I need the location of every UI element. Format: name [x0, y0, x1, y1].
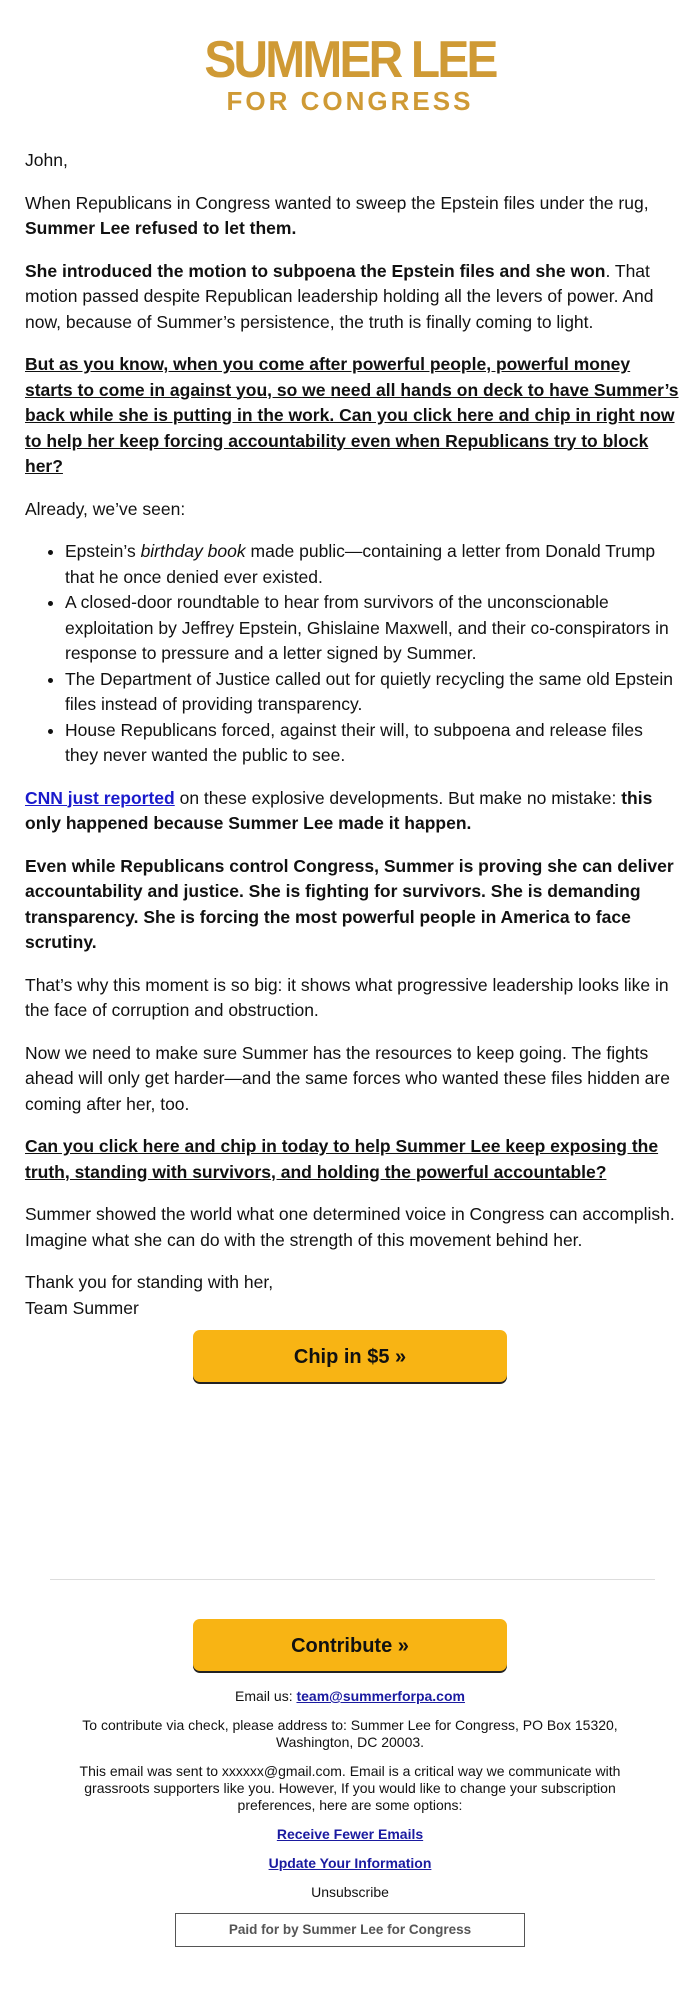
update-info-row	[70, 1855, 630, 1872]
paragraph-6-bold: Even while Republicans control Congress, Summer is proving she can deliver accountability and justice. She is fighting for survivors. She is demanding transparency. She is forcing the most powerful people in America to face scrutiny.	[25, 855, 674, 952]
paragraph-4: Already, we’ve seen:	[25, 498, 186, 519]
logo-subtitle: FOR CONGRESS	[226, 86, 474, 116]
paragraph-5-bold: this only happened because Summer Lee made it happen.	[25, 787, 653, 833]
paid-for-box: Paid for by Summer Lee for Congress	[175, 1913, 525, 1947]
paragraph-1-text: When Republicans in Congress wanted to sweep the Epstein files under the rug,	[25, 192, 649, 213]
paragraph-5	[25, 786, 680, 837]
signoff-team: Team Summer	[25, 1297, 139, 1318]
chip-in-container	[0, 1330, 700, 1382]
greeting: John,	[25, 150, 68, 170]
developments-list	[25, 539, 680, 769]
list-item-text: Epstein’s	[65, 541, 141, 561]
unsubscribe-link[interactable]: Unsubscribe	[311, 1884, 389, 1900]
paragraph-1	[25, 191, 680, 242]
subscription-note: This email was sent to xxxxxx@gmail.com. Email is a critical way we communicate with grassroots supporters like you. However, If you would like to change your subscription preferences, here are some options:	[79, 1763, 621, 1813]
logo-name: SUMMER LEE	[204, 31, 496, 89]
signoff	[25, 1270, 680, 1321]
contribute-button[interactable]: Contribute »	[193, 1619, 507, 1671]
paragraph-8: Now we need to make sure Summer has the resources to keep going. The fights ahead will only get harder—and the same forces who wanted these files hidden are coming after her, too.	[25, 1042, 670, 1114]
list-item-text: made public—containing a letter from Donald Trump that he once denied ever existed.	[65, 541, 656, 587]
campaign-logo	[0, 31, 700, 116]
footer	[70, 1688, 630, 1947]
list-item	[65, 539, 680, 590]
paragraph-6	[25, 854, 680, 956]
update-information-link[interactable]: Update Your Information	[268, 1855, 432, 1871]
email-us	[70, 1688, 630, 1705]
paragraph-2-bold: She introduced the motion to subpoena the Epstein files and she won	[25, 260, 606, 281]
paragraph-5-text: on these explosive developments. But make no mistake:	[174, 787, 622, 808]
paragraph-1-bold: Summer Lee refused to let them.	[25, 218, 297, 238]
paragraph-2	[25, 259, 680, 336]
paragraph-2-text: . That motion passed despite Republican leadership holding all the levers of power. And now, because of Summer’s persistence, the truth is finally coming to light.	[25, 260, 654, 332]
check-address: To contribute via check, please address to: Summer Lee for Congress, PO Box 15320, Washington, DC 20003.	[82, 1717, 618, 1750]
list-item-emphasis: birthday book	[140, 541, 246, 561]
fewer-emails-row	[70, 1826, 630, 1843]
email-body	[25, 148, 680, 1338]
signoff-line: Thank you for standing with her,	[25, 1272, 274, 1292]
email-link[interactable]: team@summerforpa.com	[296, 1688, 465, 1704]
donate-link-2[interactable]: Can you click here and chip in today to help Summer Lee keep exposing the truth, standing with survivors, and holding the powerful accountable?	[25, 1136, 659, 1182]
chip-in-button[interactable]: Chip in $5 »	[193, 1330, 507, 1382]
cnn-link[interactable]: CNN just reported	[25, 787, 175, 808]
contribute-container	[0, 1619, 700, 1671]
paragraph-7: That’s why this moment is so big: it shows what progressive leadership looks like in the face of corruption and obstruction.	[25, 974, 669, 1020]
email-us-label: Email us:	[235, 1688, 297, 1704]
receive-fewer-emails-link[interactable]: Receive Fewer Emails	[276, 1826, 424, 1842]
list-item: • The Department of Justice called out for quietly recycling the same old Epstein files instead of providing transparency.	[65, 667, 680, 718]
footer-divider	[50, 1579, 655, 1580]
paragraph-9	[25, 1134, 680, 1185]
list-item: • A closed-door roundtable to hear from survivors of the unconscionable exploitation by Jeffrey Epstein, Ghislaine Maxwell, and their co-conspirators in response to pressure and a letter signed by Summer.	[65, 590, 680, 667]
paragraph-3	[25, 352, 680, 480]
paragraph-10: Summer showed the world what one determined voice in Congress can accomplish. Imagine what she can do with the strength of this movement behind her.	[25, 1204, 675, 1250]
donate-link-1[interactable]: But as you know, when you come after powerful people, powerful money starts to come in against you, so we need all hands on deck to have Summer’s back while she is putting in the work. Can you click here and chip in right now to help her keep forcing accountability even when Republicans try to block her?	[25, 354, 679, 476]
list-item: • House Republicans forced, against their will, to subpoena and release files they never wanted the public to see.	[65, 718, 680, 769]
